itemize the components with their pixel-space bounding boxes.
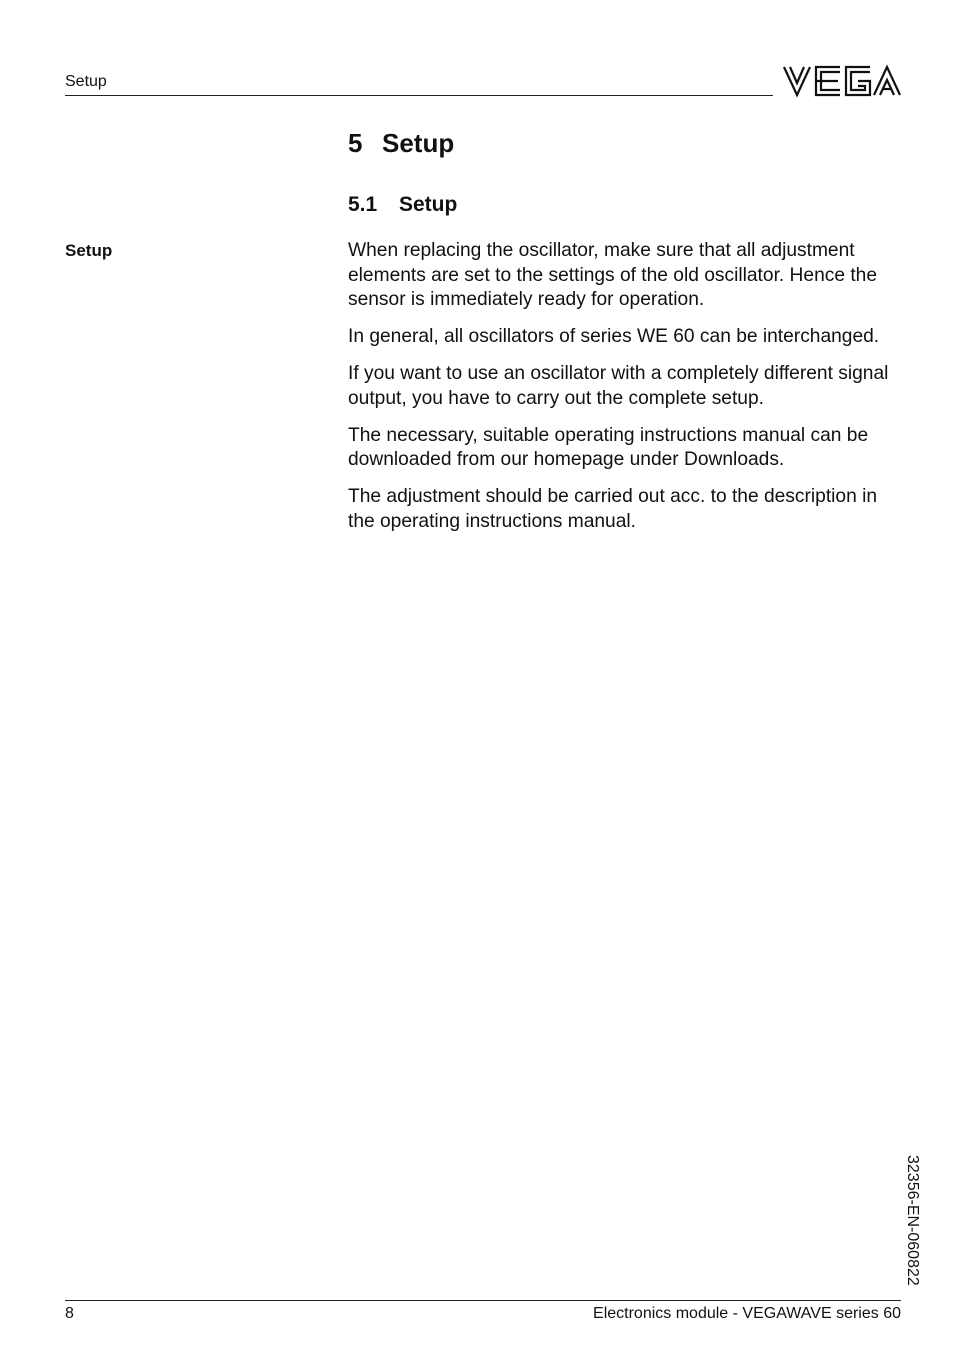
page-number: 8 (65, 1305, 74, 1322)
paragraph: In general, all oscillators of series WE 60 can be interchanged. (348, 326, 880, 347)
paragraph: If you want to use an oscillator with a completely different signal output, you have to carry out the complete setup. (348, 363, 889, 409)
header-rule (65, 95, 773, 96)
paragraph: The necessary, suitable operating instructions manual can be downloaded from our homepage under Downloads. (348, 424, 869, 470)
chapter-title-text: Setup (382, 128, 455, 158)
document-id: 32356-EN-060822 (904, 1155, 921, 1286)
section-number: 5.1 (348, 193, 378, 216)
body-text (348, 239, 908, 547)
vega-logo (782, 64, 902, 98)
margin-label: Setup (65, 241, 113, 260)
paragraph: When replacing the oscillator, make sure that all adjustment elements are set to the settings of the old oscillator. Hence the sensor is immediately ready for operation. (348, 240, 878, 310)
section-title-text: Setup (399, 193, 458, 216)
paragraph: The adjustment should be carried out acc. to the description in the operating instructions manual. (348, 486, 878, 532)
chapter-title (348, 128, 454, 159)
header-section-label: Setup (65, 73, 107, 90)
footer-title: Electronics module - VEGAWAVE series 60 (593, 1305, 901, 1322)
chapter-number: 5 (348, 128, 363, 158)
section-title (348, 193, 457, 217)
footer-rule (65, 1300, 901, 1301)
